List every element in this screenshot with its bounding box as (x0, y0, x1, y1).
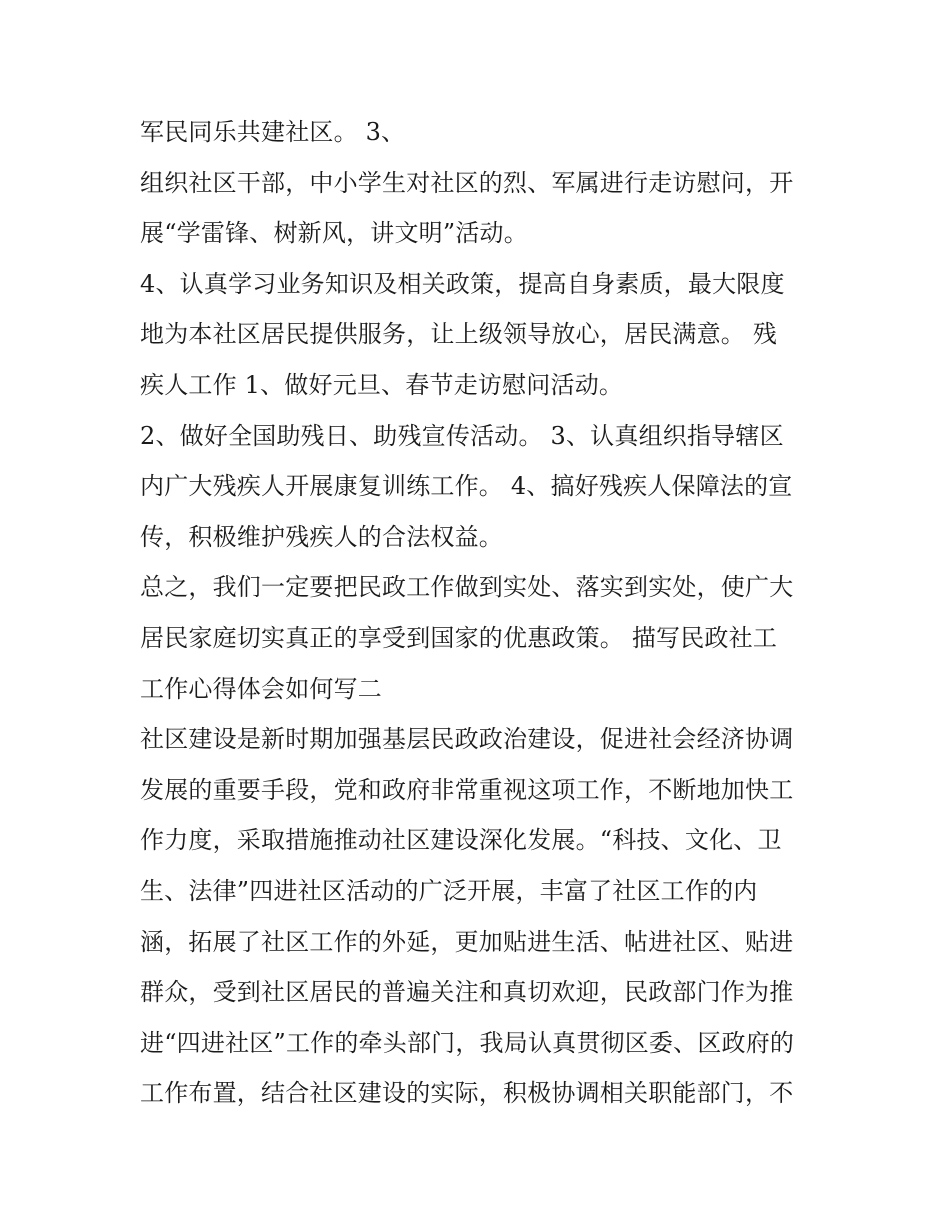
text-line: 进“四进社区”工作的牵头部门，我局认真贯彻区委、区政府的 (140, 1028, 795, 1057)
text-line: 总之，我们一定要把民政工作做到实处、落实到实处，使广大 (140, 573, 794, 602)
document-body (140, 107, 830, 1119)
text-line: 工作心得体会如何写二 (140, 674, 382, 703)
text-line: 工作布置，结合社区建设的实际，积极协调相关职能部门，不 (140, 1079, 794, 1108)
text-line: 地为本社区居民提供服务，让上级领导放心，居民满意。 残 (140, 320, 778, 349)
text-line: 传，积极维护残疾人的合法权益。 (140, 522, 503, 551)
text-line: 群众，受到社区居民的普遍关注和真切欢迎，民政部门作为推 (140, 978, 794, 1007)
text-line: 2、做好全国助残日、助残宣传活动。 3、认真组织指导辖区 (140, 421, 784, 450)
text-line: 社区建设是新时期加强基层民政政治建设，促进社会经济协调 (140, 725, 794, 754)
text-line: 涵，拓展了社区工作的外延，更加贴进生活、帖进社区、贴进 (140, 927, 794, 956)
text-line: 军民同乐共建社区。 3、 (140, 118, 406, 146)
text-line: 展“学雷锋、树新风，讲文明”活动。 (140, 219, 528, 248)
text-line: 生、法律”四进社区活动的广泛开展，丰富了社区工作的内 (140, 876, 758, 905)
text-line: 作力度，采取措施推动社区建设深化发展。“科技、文化、卫 (140, 826, 782, 855)
text-line: 内广大残疾人开展康复训练工作。 4、搞好残疾人保障法的宣 (140, 472, 793, 501)
text-line: 发展的重要手段，党和政府非常重视这项工作，不断地加快工 (140, 775, 794, 804)
text-line: 4、认真学习业务知识及相关政策，提高自身素质，最大限度 (140, 269, 785, 298)
text-line: 组织社区干部，中小学生对社区的烈、军属进行走访慰问，开 (140, 168, 794, 197)
text-line: 疾人工作 1、做好元旦、春节走访慰问活动。 (140, 370, 624, 399)
text-line: 居民家庭切实真正的享受到国家的优惠政策。 描写民政社工 (140, 623, 778, 652)
